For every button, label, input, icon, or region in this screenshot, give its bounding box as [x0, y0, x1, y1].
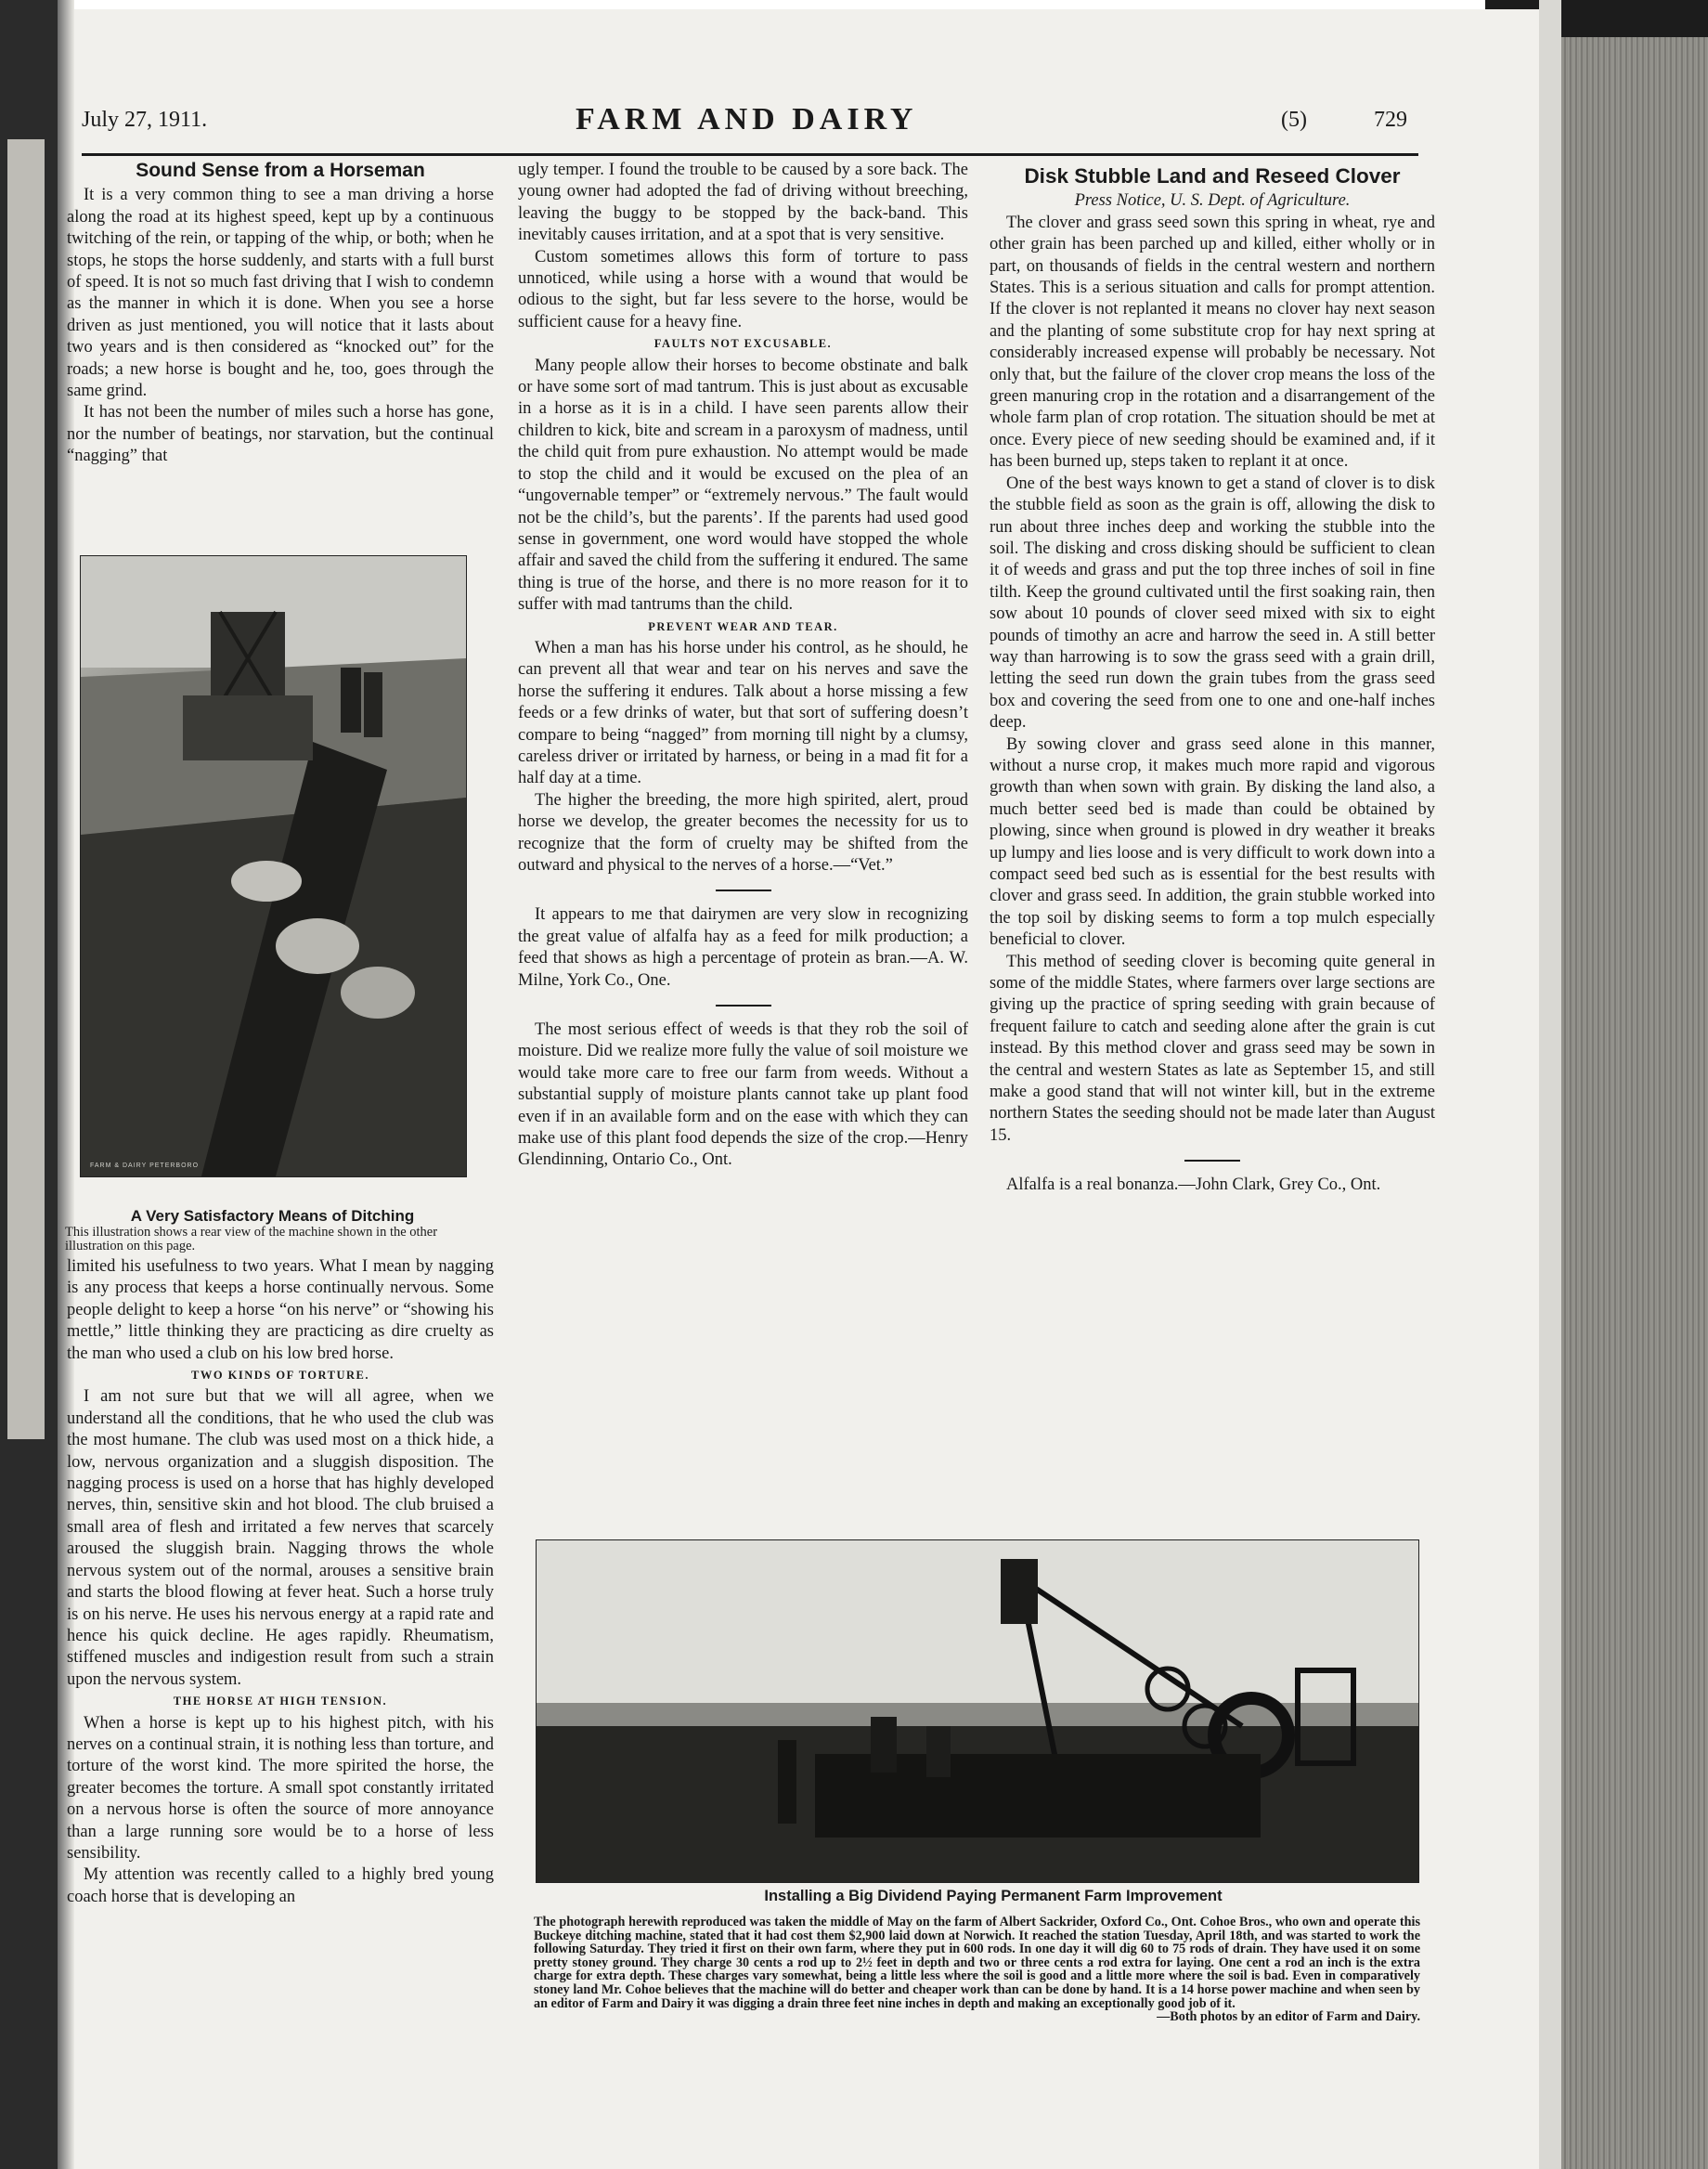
- figure-2-credit: —Both photos by an editor of Farm and Dairy.: [1157, 2009, 1420, 2025]
- section-number: (5): [1281, 108, 1307, 132]
- adjacent-page-edge: [0, 0, 58, 2169]
- paragraph: One of the best ways known to get a stand of clover is to disk the stubble field as soon as the grain is off, allowing the disk to run about three inches deep and working the stubble into the soil. The disking and cross disking should be sufficient to clean it of weeds and grass and put the top three inches of soil in fine tilth. Keep the ground cultivated until the first soaking rain, then sow about 10 pounds of clover seed mixed with six to eight pounds of timothy an acre and harrow the seed in. A still better way than harrowing is to sow the grass seed with a grain drill, letting the seed run down the grain tubes from the grass seed box and covering the seed from one to one and one-half inches deep.: [990, 474, 1435, 733]
- headline-clover: Disk Stubble Land and Reseed Clover: [1024, 164, 1401, 188]
- adjacent-page-fragment: [7, 139, 45, 1439]
- subhead-high-tension: THE HORSE AT HIGH TENSION.: [173, 1695, 388, 1708]
- figure-1-title: A Very Satisfactory Means of Ditching: [130, 1207, 415, 1225]
- section-divider: [716, 890, 771, 891]
- header-rule: [82, 153, 1418, 156]
- column-1-bottom: [67, 1256, 494, 1908]
- paragraph: My attention was recently called to a highly bred young coach horse that is developing an: [67, 1865, 494, 1906]
- ditching-machine-illustration: [81, 556, 466, 1176]
- figure-1-caption: This illustration shows a rear view of the machine shown in the other illustration on this page.: [65, 1225, 438, 1253]
- paragraph: limited his usefulness to two years. What I mean by nagging is any process that keeps a horse continually nervous. Some people delight to keep a horse “on his nerve” or “showing his mettle,” little thinking they are practicing as dire cruelty as the man who used a club on his low bred horse.: [67, 1257, 494, 1363]
- column-3: [990, 165, 1435, 1197]
- page-margin-right: [1539, 0, 1561, 2169]
- ditching-machine-field-photo: [536, 1539, 1419, 1883]
- bonanza-item: Alfalfa is a real bonanza.—John Clark, Grey Co., Ont.: [1006, 1175, 1381, 1195]
- paragraph: It has not been the number of miles such a horse has gone, nor the number of beatings, nor starvation, but the continual “nagging” that: [67, 403, 494, 466]
- subhead-two-kinds: TWO KINDS OF TORTURE.: [191, 1369, 369, 1383]
- paragraph: Many people allow their horses to become obstinate and balk or have some sort of mad tantrum. This is just about as excusable in a horse as it is in a child. I have seen parents allow their children to kick, bite and scream in a paroxysm of madness, until the child quit from pure exhaustion. No attempt would be made to stop the child and it would be excused on the plea of an “ungovernable temper” or “extremely nervous.” The fault would not be the child’s, but the parents’. If the parents had used good sense in government, one word would have stopped the whole affair and saved the child from the suffering it endured. The same thing is true of the horse, and there is no more reason for it to suffer with mad tantrums than the child.: [518, 356, 968, 615]
- page-number: 729: [1374, 108, 1407, 132]
- subhead-wear-and-tear: PREVENT WEAR AND TEAR.: [648, 619, 838, 633]
- section-divider: [716, 1005, 771, 1007]
- column-2: [518, 160, 968, 1172]
- ditching-machine-rear-photo: [80, 555, 467, 1177]
- bound-volume-page-stack: [1561, 37, 1708, 2169]
- paragraph: The clover and grass seed sown this spring in wheat, rye and other grain has been parched up and killed, either wholly or in part, on thousands of fields in the central western and northern States. This is a serious situation and calls for prompt attention. If the clover is not replanted it means no clover hay next season and the planting of some substitute crop for hay next spring at considerably increased expense will probably be necessary. Not only that, but the failure of the clover crop means the loss of the green manuring crop in the rotation and a disarrangement of the whole farm plan of crop rotation. The situation should be met at once. Every piece of new seeding should be examined and, if it has been burned up, steps taken to replant it at once.: [990, 213, 1435, 472]
- headline-horseman: Sound Sense from a Horseman: [136, 160, 425, 181]
- ditching-machine-side-illustration: [537, 1540, 1418, 1882]
- subhead-faults: FAULTS NOT EXCUSABLE.: [653, 337, 833, 351]
- paragraph: ugly temper. I found the trouble to be caused by a sore back. The young owner had adopted the fad of driving without breeching, leaving the buggy to be stopped by the back-band. This inevitably causes irritation, and at a spot that is very sensitive.: [518, 161, 968, 245]
- byline: Press Notice, U. S. Dept. of Agriculture.: [1074, 191, 1351, 211]
- weeds-item: The most serious effect of weeds is that they rob the soil of moisture. Did we realize more fully the value of soil moisture we would take more care to free our farm from weeds. Without a substantial supply of moisture plants cannot take up plant food even if in an available form and on the ease with which they can make use of this plant food depends the size of the crop.—Henry Glendinning, Ontario Co., Ont.: [518, 1020, 968, 1170]
- paragraph: By sowing clover and grass seed alone in this manner, without a nurse crop, it makes much more rapid and vigorous growth than when sown with grain. By disking the land also, a much better seed bed is made than could be obtained by plowing, since when ground is plowed in dry weather it breaks up lumpy and lies loose and is very difficult to work down into a compact seed bed such as is essential for the best results with clover and grass seed. In addition, the grain stubble worked into the top soil by disking seems to form a top mulch especially beneficial to clover.: [990, 734, 1435, 950]
- publication-title: FARM AND DAIRY: [576, 102, 918, 136]
- figure-2-caption: The photograph herewith reproduced was taken the middle of May on the farm of Albert Sackrider, Oxford Co., Ont. Cohoe Bros., who own and operate this Buckeye ditching machine, stated that it had cost them $2,900 laid down at Norwich. It reached the station Tuesday, April 18th, and was started to work the following Saturday. They tried it first on their own farm, where they put in 600 rods. In one day it will dig 60 to 75 rods of drain. They have used it on some pretty stoney ground. They charge 30 cents a rod up to 2½ feet in depth and two or three cents a rod extra for laying. One cent a rod an inch is the extra charge for extra depth. These charges vary somewhat, being a little less where the soil is good and a little more where the soil is bad. Even in comparatively stoney land Mr. Cohoe believes that the machine will do better and cheaper work than can be done by hand. It is a 14 horse power machine and when seen by an editor of Farm and Dairy it was digging a drain three feet nine inches in depth and making an exceptionally good job of it.: [534, 1915, 1420, 2011]
- paragraph: The higher the breeding, the more high spirited, alert, proud horse we develop, the greater becomes the necessity for us to recognize that the form of cruelty may be shifted from the outward and physical to the nerves of a horse.—“Vet.”: [518, 790, 968, 875]
- paragraph: Custom sometimes allows this form of torture to pass unnoticed, while using a horse with a wound that would be odious to the sight, but far less severe to the horse, would be sufficient cause for a heavy fine.: [518, 247, 968, 331]
- paragraph: I am not sure but that we will all agree, when we understand all the conditions, that he who used the club was the most humane. The club was used most on a thick hide, a low, nervous organization and a sluggish disposition. The nagging process is used on a horse that has highly developed nerves, thin, sensitive skin and hot blood. The club bruised a small area of flesh and irritated a few nerves that scarcely aroused the sluggish brain. Nagging throws the whole nervous system out of the normal, arouses a sensitive brain and starts the blood flowing at fever heat. Such a horse truly is on his nerve. He uses his nervous energy at a rapid rate and hence his quick decline. He ages rapidly. Rheumatism, stiffened muscles and indigestion result from such a strain upon the nervous system.: [67, 1387, 494, 1689]
- figure-2-title: Installing a Big Dividend Paying Permanent Farm Improvement: [764, 1888, 1223, 1904]
- page-header: [82, 102, 1418, 149]
- paragraph: It is a very common thing to see a man driving a horse along the road at its highest speed, kept up by a continuous twitching of the rein, or tapping of the whip, or both; when he stops, he stops the horse suddenly, and starts with a full burst of speed. It is not so much fast driving that I wish to condemn as the manner in which it is done. When you see a horse driven as just mentioned, you will notice that it lasts about two years and is then considered as “knocked out” for the roads; a new horse is bought and he, too, goes through the same grind.: [67, 186, 494, 401]
- paragraph: When a man has his horse under his control, as he should, he can prevent all that wear and tear on his nerves and save the horse the suffering it endures. Talk about a horse missing a few feeds or a few drinks of water, but that sort of suffering doesn’t compare to being “nagged” from morning till night by a clumsy, careless driver or irritated by harness, or being in a mad fit for a half day at a time.: [518, 638, 968, 788]
- paragraph: When a horse is kept up to his highest pitch, with his nerves on a continual strain, it is nothing less than torture, and torture of the worst kind. The more spirited the horse, the greater becomes the torture. A small spot constantly irritated on a nervous horse is often the source of more annoyance than a large running sore would be to a horse of less sensibility.: [67, 1713, 494, 1863]
- column-1-top: [67, 160, 494, 468]
- paragraph: This method of seeding clover is becoming quite general in some of the middle States, where farmers over large sections are giving up the practice of spring seeding with grain because of frequent failure to catch and seeding alone after the grain is cut instead. By this method clover and grass seed may be sown in the central and western States as late as September 15, and still make a good stand that will not winter kill, but in the extreme northern States the seeding should not be made later than August 15.: [990, 952, 1435, 1145]
- photo-credit-stamp: FARM & DAIRY PETERBORO: [90, 1162, 200, 1169]
- section-divider: [1184, 1160, 1240, 1162]
- alfalfa-value-item: It appears to me that dairymen are very slow in recognizing the great value of alfalfa hay as a feed for milk production; a feed that shows as high a percentage of protein as bran.—A. W. Milne, York Co., One.: [518, 905, 968, 990]
- figure-2-caption-block: [534, 1916, 1420, 2024]
- issue-date: July 27, 1911.: [82, 108, 208, 132]
